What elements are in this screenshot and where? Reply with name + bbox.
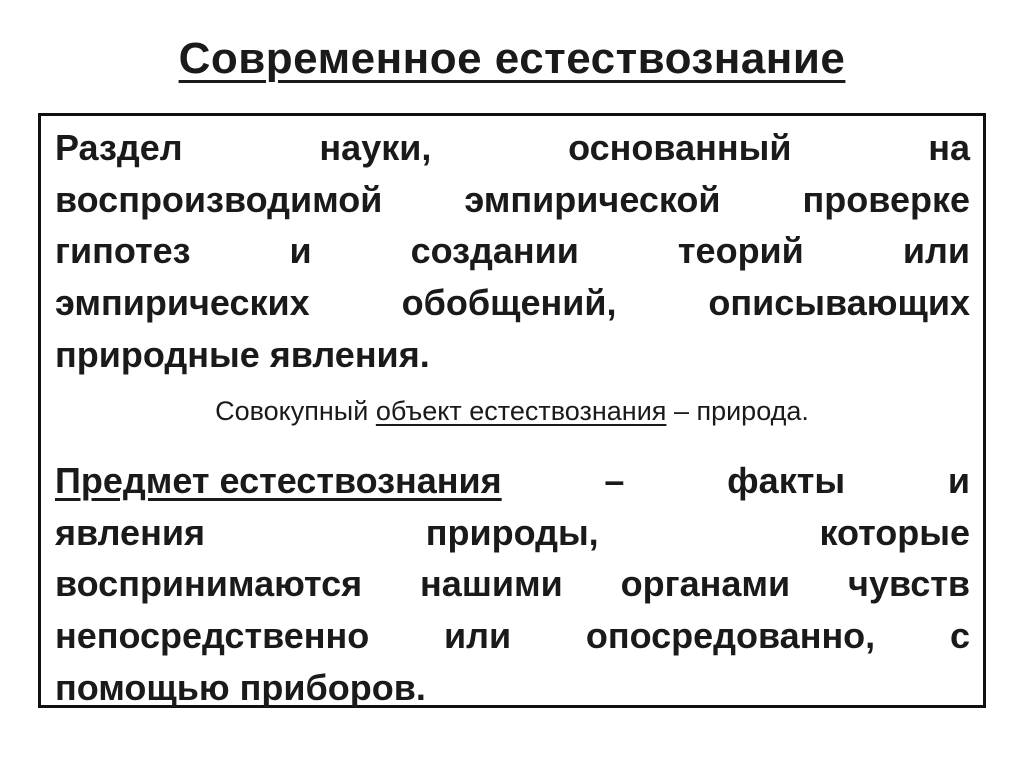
word: на <box>928 127 970 168</box>
text: воспроизводимой эмпирической проверке <box>55 179 970 220</box>
word: и <box>289 230 312 271</box>
word: создании <box>410 230 579 271</box>
word: – <box>604 460 625 501</box>
subject-line-3 <box>55 563 970 604</box>
word: или <box>902 230 970 271</box>
word: или <box>444 615 512 656</box>
word: с <box>949 615 970 656</box>
definition-line-4 <box>55 282 970 323</box>
slide-title-text: Современное естествознание <box>178 34 846 83</box>
word: Раздел <box>55 127 183 168</box>
subject-line-4 <box>55 615 970 656</box>
word: явления <box>55 512 205 553</box>
word: факты <box>727 460 846 501</box>
object-sentence <box>38 398 986 425</box>
word: природы, <box>425 512 599 553</box>
subject-line-5 <box>55 667 970 708</box>
text: природные явления. <box>55 334 430 375</box>
word: непосредственно <box>55 615 370 656</box>
word: теорий <box>677 230 804 271</box>
object-rest: – природа. <box>673 396 809 426</box>
text: помощью приборов. <box>55 667 426 708</box>
word: и <box>947 460 970 501</box>
definition-line-2 <box>55 179 970 220</box>
word: основанный <box>568 127 792 168</box>
subject-line-1 <box>55 460 970 501</box>
word: науки, <box>319 127 432 168</box>
definition-line-3 <box>55 230 970 271</box>
word: гипотез <box>55 230 191 271</box>
text: эмпирических обобщений, описывающих <box>55 282 970 323</box>
definition-line-1 <box>55 127 970 168</box>
slide-title <box>0 34 1024 84</box>
text: воспринимаются нашими органами чувств <box>55 563 970 604</box>
subject-line-2 <box>55 512 970 553</box>
subject-term: Предмет естествознания <box>55 460 502 501</box>
word: которые <box>819 512 970 553</box>
definition-line-5 <box>55 334 970 375</box>
object-lead: Совокупный <box>215 396 369 426</box>
object-term: объект естествознания <box>375 396 667 426</box>
word: опосредованно, <box>585 615 876 656</box>
